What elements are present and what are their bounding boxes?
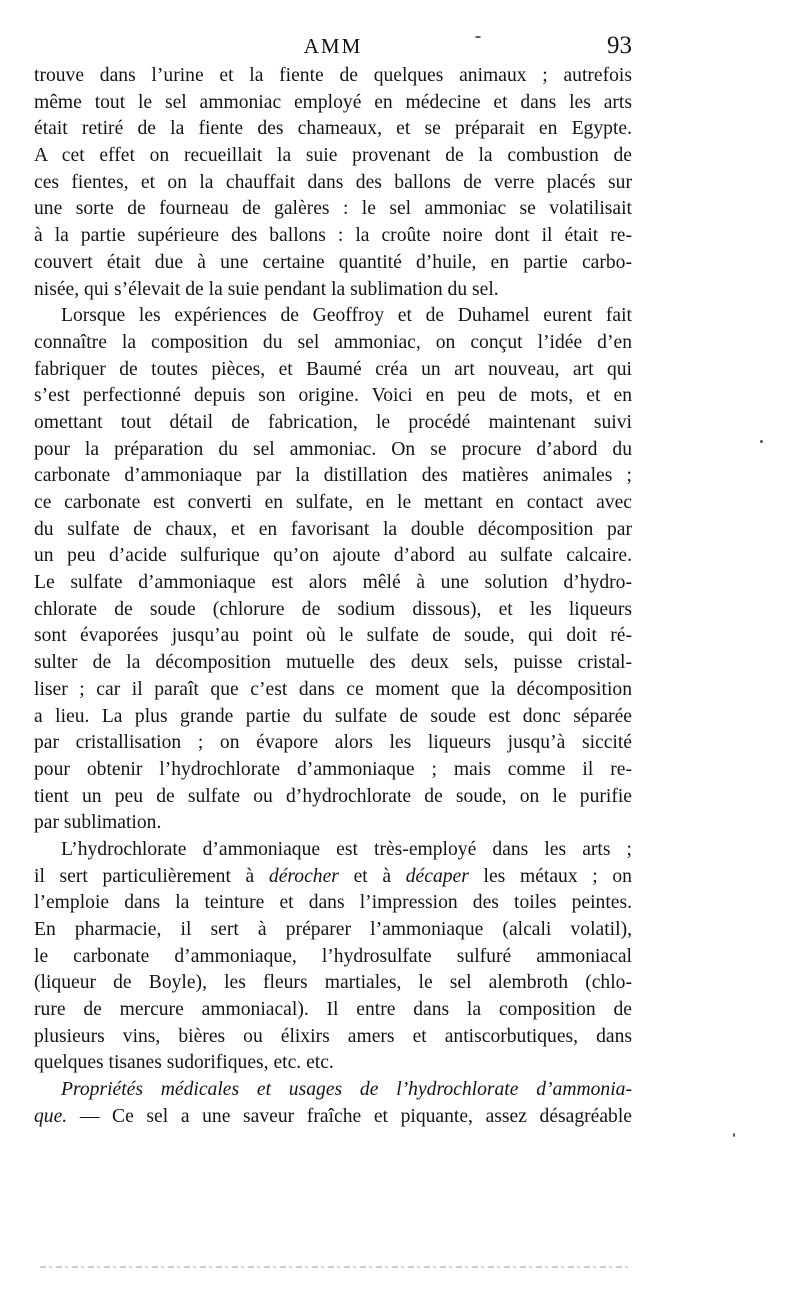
- text-line: sont évaporées jusqu’au point où le sulfate de soude, qui doit ré-: [34, 625, 632, 647]
- text-run: les métaux ; on: [468, 865, 632, 887]
- text-line: une sorte de fourneau de galères : le sel ammoniac se volatilisait: [34, 198, 632, 220]
- text-line: chlorate de soude (chlorure de sodium dissous), et les liqueurs: [34, 598, 632, 620]
- text-line: rure de mercure ammoniacal). Il entre dans la composition de: [34, 999, 632, 1021]
- scan-speck: [475, 36, 481, 38]
- text-line: L’hydrochlorate d’ammoniaque est très-employé dans les arts ;: [61, 838, 632, 860]
- scan-speck: [733, 1133, 735, 1137]
- text-line: l’emploie dans la teinture et dans l’impression des toiles peintes.: [34, 892, 632, 914]
- text-line: A cet effet on recueillait la suie provenant de la combustion de: [34, 145, 632, 167]
- text-line: par cristallisation ; on évapore alors les liqueurs jusqu’à siccité: [34, 732, 632, 754]
- italic-term: décaper: [405, 865, 469, 887]
- text-run: il sert particulièrement à: [34, 865, 269, 887]
- running-head: [34, 34, 632, 64]
- text-line: s’est perfectionné depuis son origine. Voici en peu de mots, et en: [34, 385, 632, 407]
- text-line: ce carbonate est converti en sulfate, en le mettant en contact avec: [34, 492, 632, 513]
- text-line: a lieu. La plus grande partie du sulfate de soude est donc séparée: [34, 705, 632, 727]
- text-line: [34, 1104, 632, 1131]
- text-run: et à: [338, 865, 406, 887]
- text-line: était retiré de la fiente des chameaux, et se préparait en Egypte.: [34, 118, 632, 140]
- text-line: pour la préparation du sel ammoniac. On se procure d’abord du: [34, 438, 632, 460]
- scan-bottom-artifact: [40, 1266, 630, 1268]
- text-line: sulter de la décomposition mutuelle des deux sels, puisse cristal-: [34, 652, 632, 674]
- text-line: trouve dans l’urine et la fiente de quelques animaux ; autrefois: [34, 65, 632, 86]
- section-heading-end: que.: [34, 1105, 68, 1127]
- text-line: liser ; car il paraît que c’est dans ce moment que la décomposition: [34, 678, 632, 700]
- italic-term: dérocher: [268, 865, 339, 887]
- running-head-title: AMM: [303, 34, 363, 58]
- paragraph-1: [34, 63, 632, 303]
- text-line: nisée, qui s’élevait de la suie pendant la sublimation du sel.: [34, 278, 499, 300]
- paragraph-3: [34, 837, 632, 1077]
- text-line: le carbonate d’ammoniaque, l’hydrosulfate sulfuré ammoniacal: [34, 945, 632, 967]
- text-line: Lorsque les expériences de Geoffroy et de Duhamel eurent fait: [61, 305, 632, 327]
- text-line: ces fientes, et on la chauffait dans des ballons de verre placés sur: [34, 171, 632, 193]
- body-text: [34, 63, 632, 1131]
- text-line: (liqueur de Boyle), les fleurs martiales, le sel alembroth (chlo-: [34, 972, 632, 994]
- text-line: quelques tisanes sudorifiques, etc. etc.: [34, 1052, 334, 1074]
- text-line: couvert était due à une certaine quantité d’huile, en partie carbo-: [34, 251, 632, 273]
- page-number: 93: [607, 32, 632, 59]
- text-line: même tout le sel ammoniac employé en médecine et dans les arts: [34, 91, 632, 113]
- text-line: un peu d’acide sulfurique qu’on ajoute d’abord au sulfate calcaire.: [34, 545, 632, 567]
- paragraph-2: [34, 303, 632, 837]
- text-line: tient un peu de sulfate ou d’hydrochlorate de soude, on le purifie: [34, 785, 632, 807]
- text-line: à la partie supérieure des ballons : la croûte noire dont il était re-: [34, 225, 632, 247]
- scan-speck: [760, 440, 763, 443]
- text-line: carbonate d’ammoniaque par la distillation des matières animales ;: [34, 465, 632, 487]
- text-line: connaître la composition du sel ammoniac, on conçut l’idée d’en: [34, 331, 632, 353]
- text-line: plusieurs vins, bières ou élixirs amers et antiscorbutiques, dans: [34, 1025, 632, 1047]
- text-line: du sulfate de chaux, et en favorisant la double décomposition par: [34, 518, 632, 540]
- section-heading: Propriétés médicales et usages de l’hydrochlorate d’ammonia-: [61, 1079, 632, 1101]
- text-line: fabriquer de toutes pièces, et Baumé créa un art nouveau, art qui: [34, 358, 632, 380]
- text-run: — Ce sel a une saveur fraîche et piquante, assez désagréable: [67, 1105, 632, 1127]
- text-line: En pharmacie, il sert à préparer l’ammoniaque (alcali volatil),: [34, 919, 632, 940]
- text-line: [34, 864, 632, 891]
- text-line: omettant tout détail de fabrication, le procédé maintenant suivi: [34, 411, 632, 433]
- text-line: pour obtenir l’hydrochlorate d’ammoniaque ; mais comme il re-: [34, 758, 632, 780]
- text-line: par sublimation.: [34, 812, 162, 834]
- paragraph-4: [34, 1077, 632, 1130]
- text-line: Le sulfate d’ammoniaque est alors mêlé à une solution d’hydro-: [34, 572, 632, 594]
